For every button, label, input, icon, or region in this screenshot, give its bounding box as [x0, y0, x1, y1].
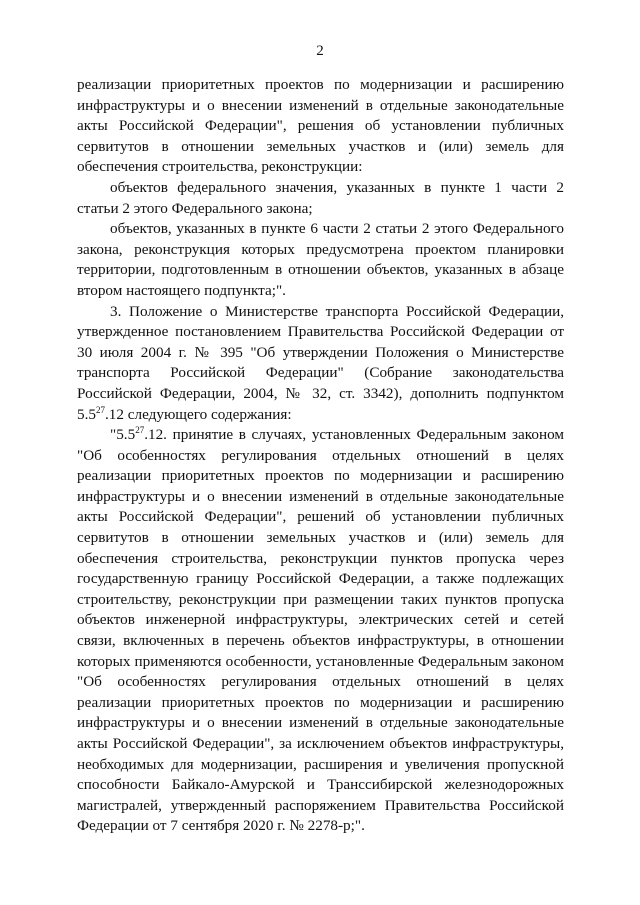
paragraph-item-3 [77, 302, 564, 426]
paragraph-item-3-text: 3. Положение о Министерстве транспорта Российской Федерации, утвержденное постановлением Правительства Российской Федерации от 30 июля 2004 г. № 395 "Об утверждении Положения о Министерстве транспорта Российской Федерации" (Собрание законодательства Российской Федерации, 2004, № 32, ст. 3342), дополнить подпунктом 5.5 [77, 302, 564, 423]
document-body [77, 75, 564, 837]
superscript-27: 27 [95, 404, 105, 415]
paragraph-objects-item-6: объектов, указанных в пункте 6 части 2 статьи 2 этого Федерального закона, реконструкция которых предусмотрена проектом планировки территории, подготовленным в отношении объектов, указанных в абзаце втором настоящего подпункта;". [77, 220, 564, 299]
page-number: 2 [316, 43, 324, 59]
paragraph-federal-objects: объектов федерального значения, указанных в пункте 1 части 2 статьи 2 этого Федерального закона; [77, 178, 564, 217]
subitem-number: "5.5 [110, 426, 136, 444]
paragraph-subitem-5-5-27-12 [77, 425, 564, 837]
paragraph-continuation: реализации приоритетных проектов по модернизации и расширению инфраструктуры и о внесении изменений в отдельные законодательные акты Российской Федерации", решения об установлении публичных сервитутов в отношении земельных участков и (или) земель для обеспечения строительства, реконструкции: [77, 76, 564, 176]
paragraph-item-3-tail: .12 следующего содержания: [104, 405, 292, 423]
subitem-text: .12. принятие в случаях, установленных Федеральным законом "Об особенностях регулирования отдельных отношений в целях реализации приоритетных проектов по модернизации и расширению инфраструктуры и о внесении изменений в отдельные законодательные акты Российской Федерации", решений об установлении публичных сервитутов в отношении земельных участков и (или) земель для обеспечения строительства, реконструкции пунктов пропуска через государственную границу Российской Федерации, а также подлежащих строительству, реконструкции при размещении таких пунктов пропуска объектов инженерной инфраструктуры, электрических сетей и сетей связи, включенных в перечень объектов инфраструктуры, в отношении которых применяются особенности, установленные Федеральным законом "Об особенностях регулирования отдельных отношений в целях реализации приоритетных проектов по модернизации и расширению инфраструктуры и о внесении изменений в отдельные законодательные акты Российской Федерации", за исключением объектов инфраструктуры, необходимых для модернизации, расширения и увеличения пропускной способности Байкало-Амурской и Транссибирской железнодорожных магистралей, утвержденный распоряжением Правительства Российской Федерации от 7 сентября 2020 г. № 2278-р;". [77, 426, 564, 835]
superscript-27: 27 [135, 425, 145, 436]
